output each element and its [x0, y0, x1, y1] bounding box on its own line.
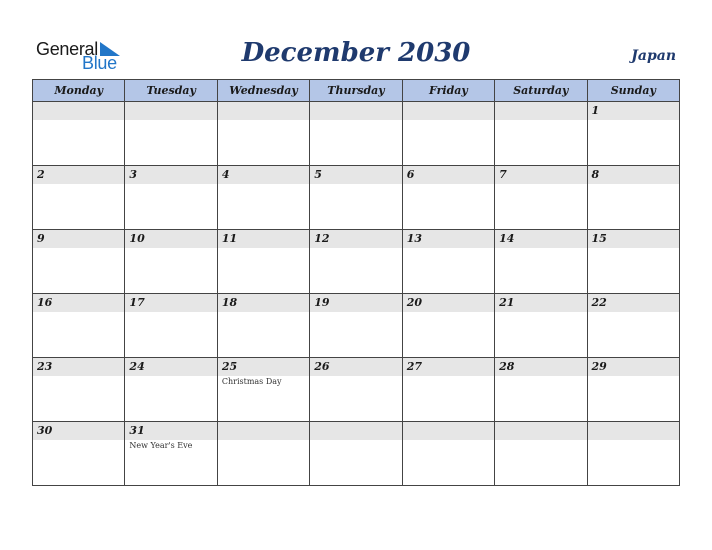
day-cell — [125, 102, 217, 166]
logo — [36, 39, 136, 75]
day-cell — [402, 230, 494, 294]
day-number: 4 — [221, 168, 230, 181]
day-cell — [125, 358, 217, 422]
day-cell — [217, 166, 309, 230]
day-number: 26 — [314, 360, 330, 373]
day-number: 16 — [37, 296, 53, 309]
day-cell — [310, 230, 402, 294]
weekday-header: Tuesday — [125, 80, 217, 102]
day-cell — [402, 422, 494, 486]
day-cell — [217, 358, 309, 422]
page-title: December 2030 — [241, 38, 471, 68]
day-cell — [495, 294, 587, 358]
day-number: 6 — [406, 168, 415, 181]
week-row — [33, 230, 680, 294]
day-number: 29 — [591, 360, 607, 373]
week-row — [33, 422, 680, 486]
day-cell — [125, 166, 217, 230]
day-cell — [402, 102, 494, 166]
day-number: 10 — [129, 232, 145, 245]
day-cell — [310, 358, 402, 422]
day-cell — [495, 422, 587, 486]
day-cell — [217, 422, 309, 486]
day-cell — [33, 422, 125, 486]
day-cell — [310, 102, 402, 166]
day-cell — [495, 166, 587, 230]
week-row — [33, 358, 680, 422]
day-number: 18 — [221, 296, 238, 309]
day-cell — [587, 294, 679, 358]
day-number: 11 — [221, 232, 238, 245]
day-cell — [587, 422, 679, 486]
day-number: 27 — [406, 360, 422, 373]
weekday-header: Wednesday — [217, 80, 309, 102]
day-cell — [33, 102, 125, 166]
day-cell — [402, 294, 494, 358]
day-cell — [125, 294, 217, 358]
day-number: 23 — [37, 360, 53, 373]
day-number: 24 — [129, 360, 145, 373]
holiday-label: New Year's Eve — [129, 441, 193, 450]
day-cell — [587, 358, 679, 422]
day-number: 9 — [37, 232, 45, 245]
day-cell — [217, 102, 309, 166]
day-cell — [125, 422, 217, 486]
day-cell — [402, 358, 494, 422]
day-number: 12 — [314, 232, 330, 245]
day-number: 28 — [499, 360, 515, 373]
day-cell — [217, 230, 309, 294]
day-number: 5 — [314, 168, 322, 181]
day-number: 31 — [129, 424, 145, 437]
day-number: 13 — [406, 232, 422, 245]
country-label: Japan — [631, 48, 676, 64]
day-number: 17 — [129, 296, 145, 309]
day-number: 19 — [314, 296, 330, 309]
day-cell — [125, 230, 217, 294]
day-cell — [402, 166, 494, 230]
week-row — [33, 294, 680, 358]
day-number: 7 — [499, 168, 507, 181]
holiday-label: Christmas Day — [221, 377, 282, 386]
day-cell — [587, 230, 679, 294]
day-cell — [587, 102, 679, 166]
day-number: 8 — [591, 168, 600, 181]
day-cell — [33, 358, 125, 422]
day-number: 30 — [37, 424, 53, 437]
day-number: 21 — [499, 296, 515, 309]
day-cell — [495, 358, 587, 422]
day-cell — [33, 294, 125, 358]
day-cell — [33, 230, 125, 294]
day-number: 15 — [591, 232, 607, 245]
day-number: 22 — [591, 296, 607, 309]
weekday-header: Thursday — [310, 80, 402, 102]
weekday-header: Monday — [33, 80, 125, 102]
day-cell — [33, 166, 125, 230]
logo-general-text: General — [36, 39, 98, 59]
day-number: 25 — [221, 360, 238, 373]
week-row — [33, 102, 680, 166]
day-cell — [310, 294, 402, 358]
weekday-header: Saturday — [495, 80, 587, 102]
week-row — [33, 166, 680, 230]
calendar-grid — [32, 79, 680, 486]
weekday-header-row — [33, 80, 680, 102]
day-number: 14 — [499, 232, 515, 245]
weekday-header: Friday — [402, 80, 494, 102]
day-cell — [495, 102, 587, 166]
day-cell — [310, 166, 402, 230]
day-cell — [587, 166, 679, 230]
day-cell — [310, 422, 402, 486]
day-number: 3 — [129, 168, 138, 181]
day-number: 2 — [37, 168, 45, 181]
day-cell — [217, 294, 309, 358]
logo-blue-text: Blue — [82, 53, 117, 73]
day-number: 1 — [591, 104, 600, 117]
day-cell — [495, 230, 587, 294]
weekday-header: Sunday — [587, 80, 679, 102]
day-number: 20 — [406, 296, 422, 309]
